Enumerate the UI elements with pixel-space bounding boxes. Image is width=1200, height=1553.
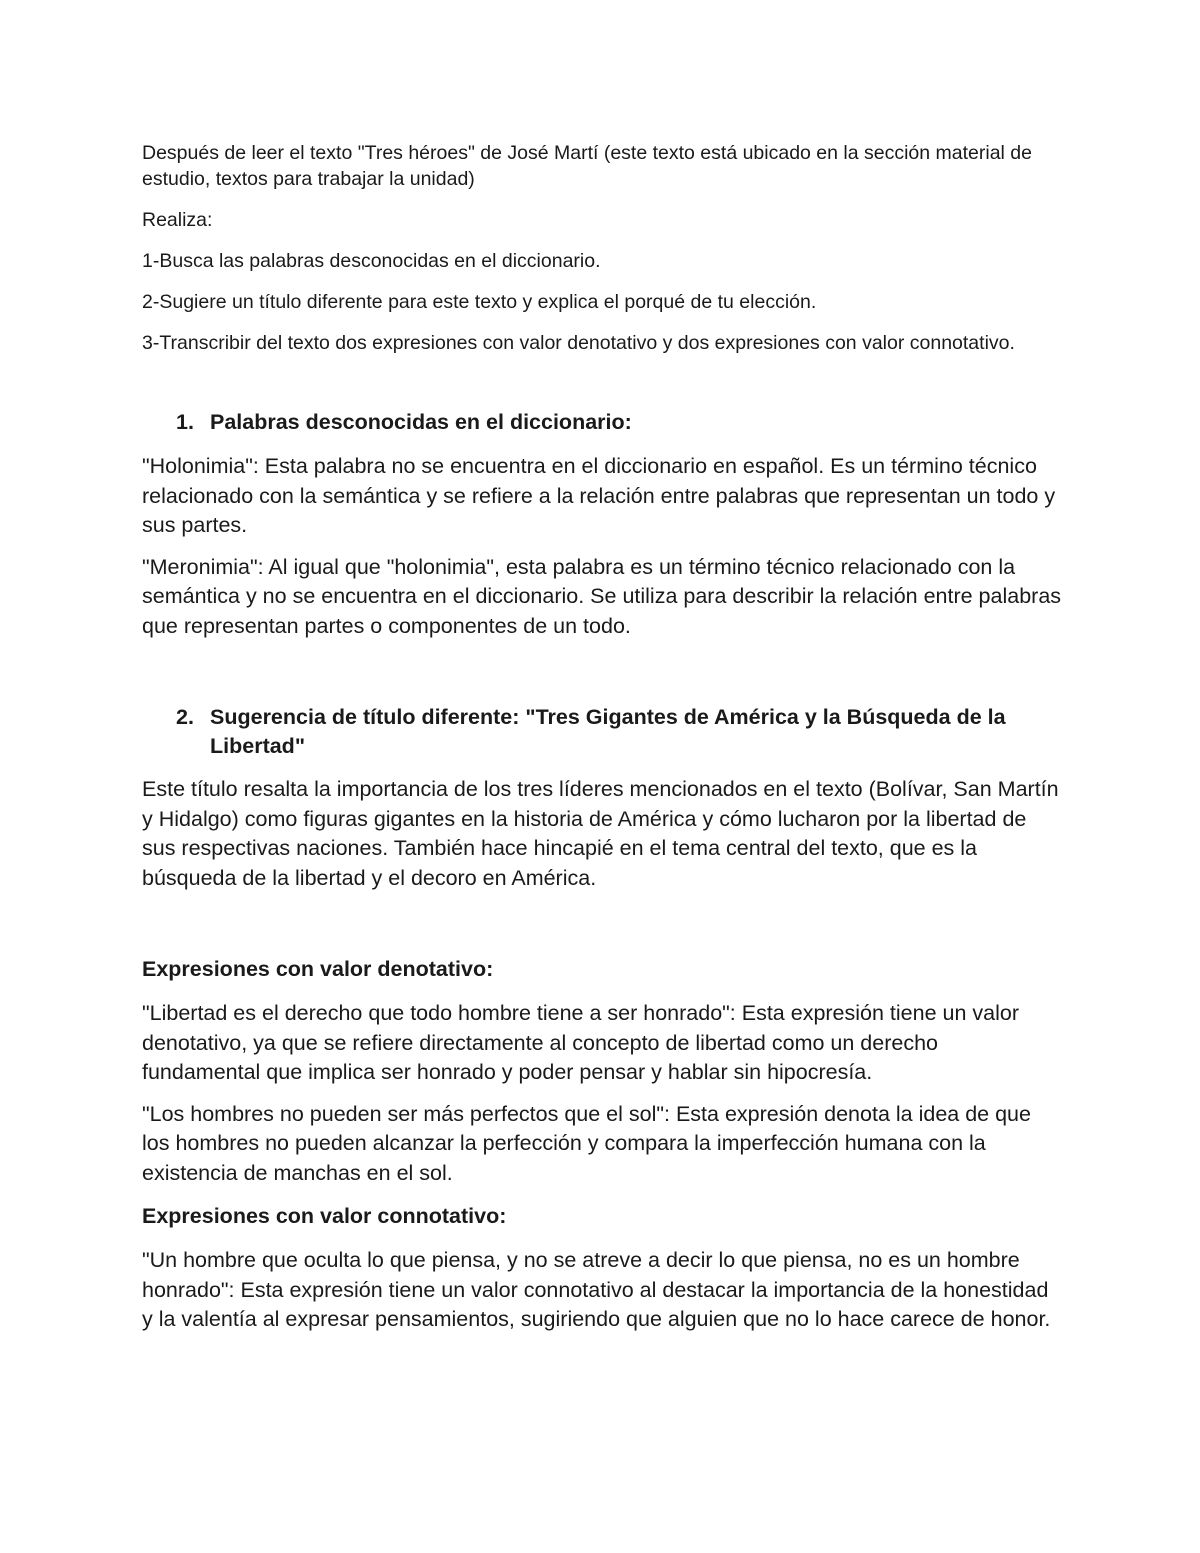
instruction-item: 1-Busca las palabras desconocidas en el diccionario. [142, 250, 601, 272]
connotativo-section [142, 1202, 1062, 1335]
section-2 [142, 703, 1062, 893]
intro-paragraph: Después de leer el texto "Tres héroes" de José Martí (este texto está ubicado en la sección material de estudio, textos para trabajar la unidad) [142, 142, 1033, 190]
section-1 [142, 408, 1062, 641]
body-paragraph: "Holonimia": Esta palabra no se encuentra en el diccionario en español. Es un término técnico relacionado con la semántica y se refiere a la relación entre palabras que representan un todo y sus partes. [142, 454, 1056, 537]
document-page [142, 140, 1062, 1335]
body-paragraph: "Libertad es el derecho que todo hombre tiene a ser honrado": Esta expresión tiene un valor denotativo, ya que se refiere directamente al concepto de libertad como un derecho fundamental que implica ser honrado y poder pensar y hablar sin hipocresía. [142, 1001, 1020, 1084]
body-paragraph: "Los hombres no pueden ser más perfectos que el sol": Esta expresión denota la idea de que los hombres no pueden alcanzar la perfección y compara la imperfección humana con la existencia de manchas en el sol. [142, 1101, 1031, 1185]
denotativo-section [142, 955, 1062, 1188]
intro-block [142, 140, 1062, 356]
list-number: 1. [176, 410, 194, 434]
list-number: 2. [176, 705, 194, 729]
denotativo-heading: Expresiones con valor denotativo: [142, 957, 494, 981]
body-paragraph: Este título resalta la importancia de los tres líderes mencionados en el texto (Bolívar, San Martín y Hidalgo) como figuras gigantes en la historia de América y cómo lucharon por la libertad de sus respectivas naciones. También hace hincapié en el tema central del texto, que es la búsqueda de la libertad y el decoro en América. [142, 777, 1059, 890]
heading-text: Palabras desconocidas en el diccionario: [210, 410, 632, 434]
instruction-item: 2-Sugiere un título diferente para este texto y explica el porqué de tu elección. [142, 291, 817, 313]
section-2-heading [142, 703, 1062, 761]
heading-text: Sugerencia de título diferente: "Tres Gigantes de América y la Búsqueda de la Libertad" [210, 705, 1006, 758]
body-paragraph: "Un hombre que oculta lo que piensa, y no se atreve a decir lo que piensa, no es un hombre honrado": Esta expresión tiene un valor connotativo al destacar la importancia de la honestidad y la valentía al expresar pensamientos, sugiriendo que alguien que no lo hace carece de honor. [142, 1248, 1051, 1331]
section-1-heading [142, 408, 1062, 437]
body-paragraph: "Meronimia": Al igual que "holonimia", esta palabra es un término técnico relacionado con la semántica y no se encuentra en el diccionario. Se utiliza para describir la relación entre palabras que representan partes o componentes de un todo. [142, 554, 1062, 638]
instruction-item: 3-Transcribir del texto dos expresiones con valor denotativo y dos expresiones con valor connotativo. [142, 332, 1015, 354]
instruction-label: Realiza: [142, 209, 213, 231]
connotativo-heading: Expresiones con valor connotativo: [142, 1204, 507, 1228]
